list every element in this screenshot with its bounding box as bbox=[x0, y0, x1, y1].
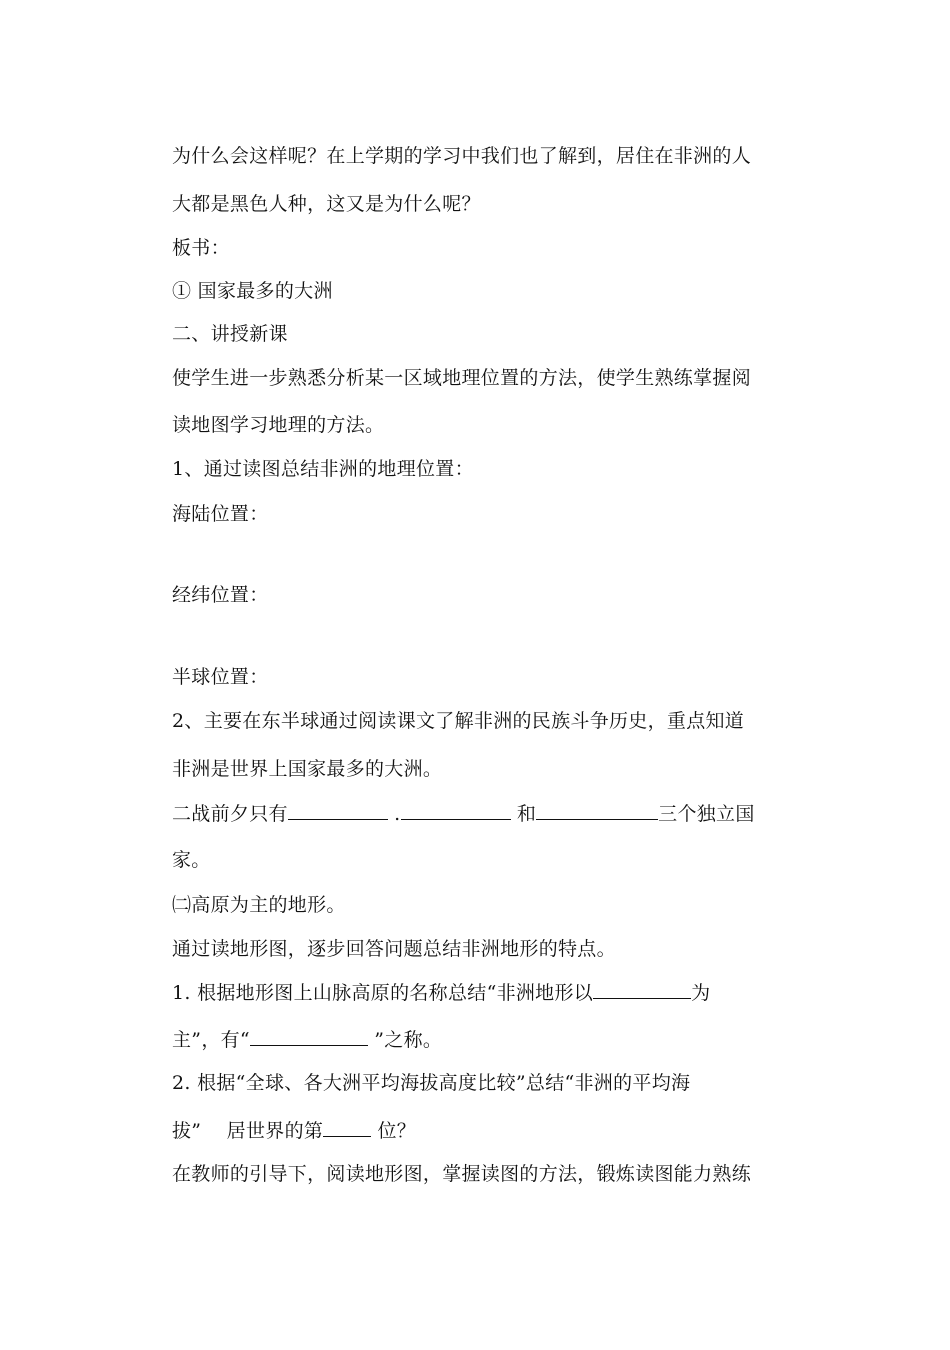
field-label-lat-long-position: 经纬位置： bbox=[172, 584, 269, 606]
fill-in-line bbox=[172, 801, 755, 826]
paragraph-line: 为什么会这样呢？在上学期的学习中我们也了解到，居住在非洲的人 bbox=[172, 145, 752, 167]
answer-blank[interactable] bbox=[323, 1118, 371, 1137]
paragraph-line: 在教师的引导下，阅读地形图，掌握读图的方法，锻炼读图能力熟练 bbox=[172, 1163, 752, 1185]
paragraph-line: 读地图学习地理的方法。 bbox=[172, 414, 385, 436]
board-item: ① 国家最多的大洲 bbox=[172, 280, 333, 302]
fill-in-text: 和 bbox=[510, 803, 537, 825]
fill-in-text: 三个独立国 bbox=[658, 803, 755, 825]
section-heading: 二、讲授新课 bbox=[172, 323, 288, 345]
paragraph-line: 大都是黑色人种，这又是为什么呢？ bbox=[172, 193, 481, 215]
section-heading: ㈡高原为主的地形。 bbox=[172, 894, 346, 916]
fill-in-text: . bbox=[387, 803, 401, 825]
answer-blank[interactable] bbox=[288, 801, 388, 820]
fill-in-text: 1. 根据地形图上山脉高原的名称总结“非洲地形以 bbox=[172, 982, 594, 1004]
field-label-sea-land-position: 海陆位置： bbox=[172, 503, 269, 525]
answer-blank[interactable] bbox=[401, 801, 511, 820]
paragraph-line: 通过读地形图，逐步回答问题总结非洲地形的特点。 bbox=[172, 938, 616, 960]
paragraph-line: 非洲是世界上国家最多的大洲。 bbox=[172, 758, 443, 780]
answer-blank[interactable] bbox=[536, 801, 658, 820]
fill-in-line bbox=[172, 1118, 416, 1143]
paragraph-line: 使学生进一步熟悉分析某一区域地理位置的方法，使学生熟练掌握阅 bbox=[172, 367, 752, 389]
numbered-item: 2. 根据“全球、各大洲平均海拔高度比较”总结“非洲的平均海 bbox=[172, 1072, 691, 1094]
field-label-hemisphere-position: 半球位置： bbox=[172, 666, 269, 688]
answer-blank[interactable] bbox=[250, 1027, 368, 1046]
fill-in-text: 为 bbox=[691, 982, 711, 1004]
fill-in-text: 主”，有“ bbox=[172, 1029, 250, 1051]
fill-in-text: 位？ bbox=[371, 1120, 417, 1142]
fill-in-text: ”之称。 bbox=[367, 1029, 443, 1051]
fill-in-line bbox=[172, 1027, 442, 1052]
numbered-item: 2、主要在东半球通过阅读课文了解非洲的民族斗争历史，重点知道 bbox=[172, 710, 745, 732]
answer-blank[interactable] bbox=[593, 980, 691, 999]
board-writing-label: 板书： bbox=[172, 237, 230, 259]
numbered-item: 1、通过读图总结非洲的地理位置： bbox=[172, 458, 474, 480]
paragraph-line: 家。 bbox=[172, 849, 211, 871]
fill-in-line bbox=[172, 980, 710, 1005]
fill-in-text: 二战前夕只有 bbox=[172, 803, 288, 825]
fill-in-text: 拔” 居世界的第 bbox=[172, 1120, 324, 1142]
